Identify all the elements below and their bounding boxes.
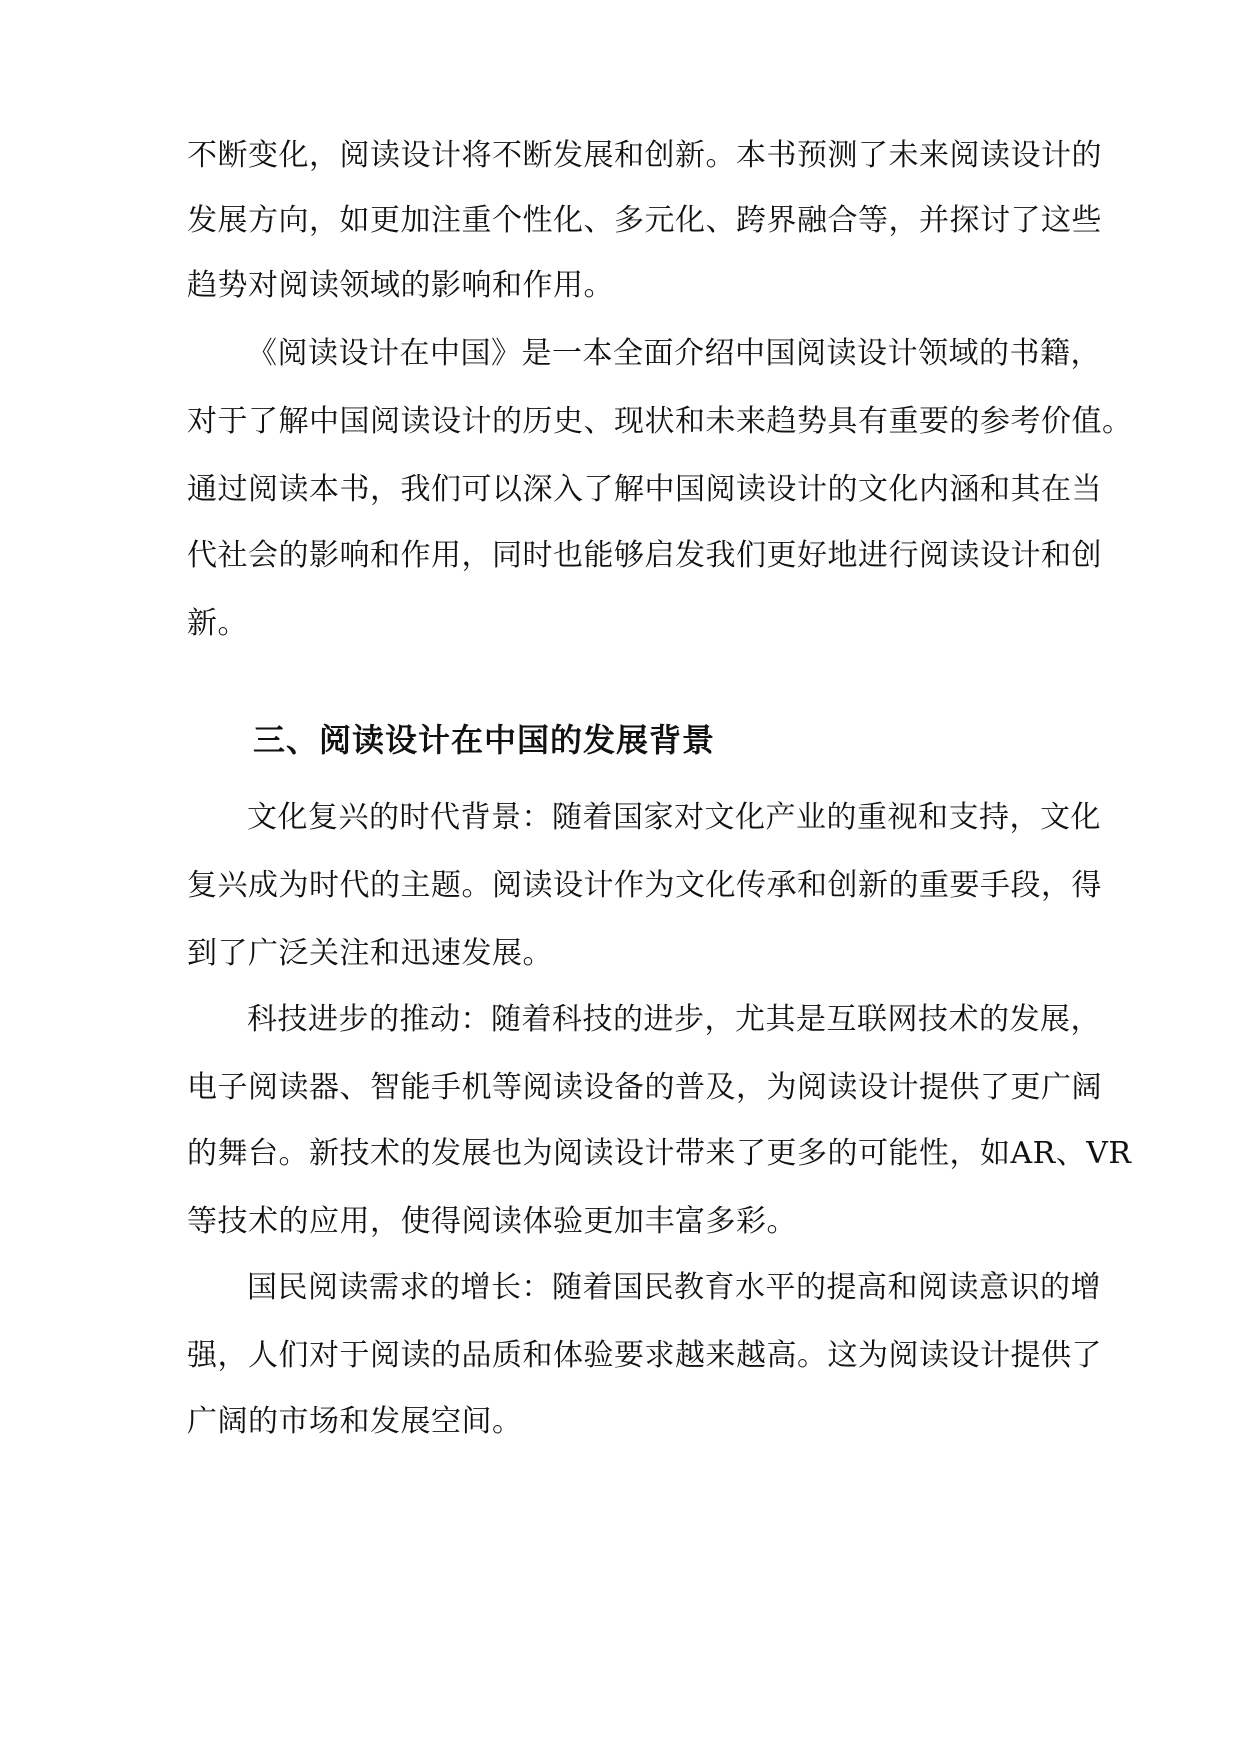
paragraph-3-line-1: 文化复兴的时代背景：随着国家对文化产业的重视和支持，文化 — [247, 800, 1101, 835]
section-heading: 三、阅读设计在中国的发展背景 — [253, 721, 716, 759]
paragraph-5-line-1: 国民阅读需求的增长：随着国民教育水平的提高和阅读意识的增 — [247, 1270, 1101, 1305]
paragraph-3-line-3: 到了广泛关注和迅速发展。 — [187, 936, 553, 971]
paragraph-2-line-1: 《阅读设计在中国》是一本全面介绍中国阅读设计领域的书籍， — [247, 336, 1101, 371]
paragraph-2-line-2: 对于了解中国阅读设计的历史、现状和未来趋势具有重要的参考价值。 — [187, 404, 1133, 439]
paragraph-4-line-4: 等技术的应用，使得阅读体验更加丰富多彩。 — [187, 1204, 797, 1239]
paragraph-5-line-3: 广阔的市场和发展空间。 — [187, 1404, 523, 1439]
paragraph-1-line-1: 不断变化，阅读设计将不断发展和创新。本书预测了未来阅读设计的 — [187, 138, 1102, 173]
paragraph-4-line-1: 科技进步的推动：随着科技的进步，尤其是互联网技术的发展， — [247, 1002, 1101, 1037]
paragraph-2-line-3: 通过阅读本书，我们可以深入了解中国阅读设计的文化内涵和其在当 — [187, 472, 1102, 507]
paragraph-2-line-4: 代社会的影响和作用，同时也能够启发我们更好地进行阅读设计和创 — [187, 538, 1102, 573]
paragraph-1-line-2: 发展方向，如更加注重个性化、多元化、跨界融合等，并探讨了这些 — [187, 203, 1102, 238]
paragraph-2-line-5: 新。 — [187, 606, 248, 641]
paragraph-5-line-2: 强，人们对于阅读的品质和体验要求越来越高。这为阅读设计提供了 — [187, 1338, 1102, 1373]
paragraph-4-line-2: 电子阅读器、智能手机等阅读设备的普及，为阅读设计提供了更广阔 — [187, 1070, 1102, 1105]
paragraph-3-line-2: 复兴成为时代的主题。阅读设计作为文化传承和创新的重要手段，得 — [187, 868, 1102, 903]
paragraph-4-line-3: 的舞台。新技术的发展也为阅读设计带来了更多的可能性，如AR、VR — [187, 1136, 1132, 1171]
paragraph-1-line-3: 趋势对阅读领域的影响和作用。 — [187, 268, 614, 303]
